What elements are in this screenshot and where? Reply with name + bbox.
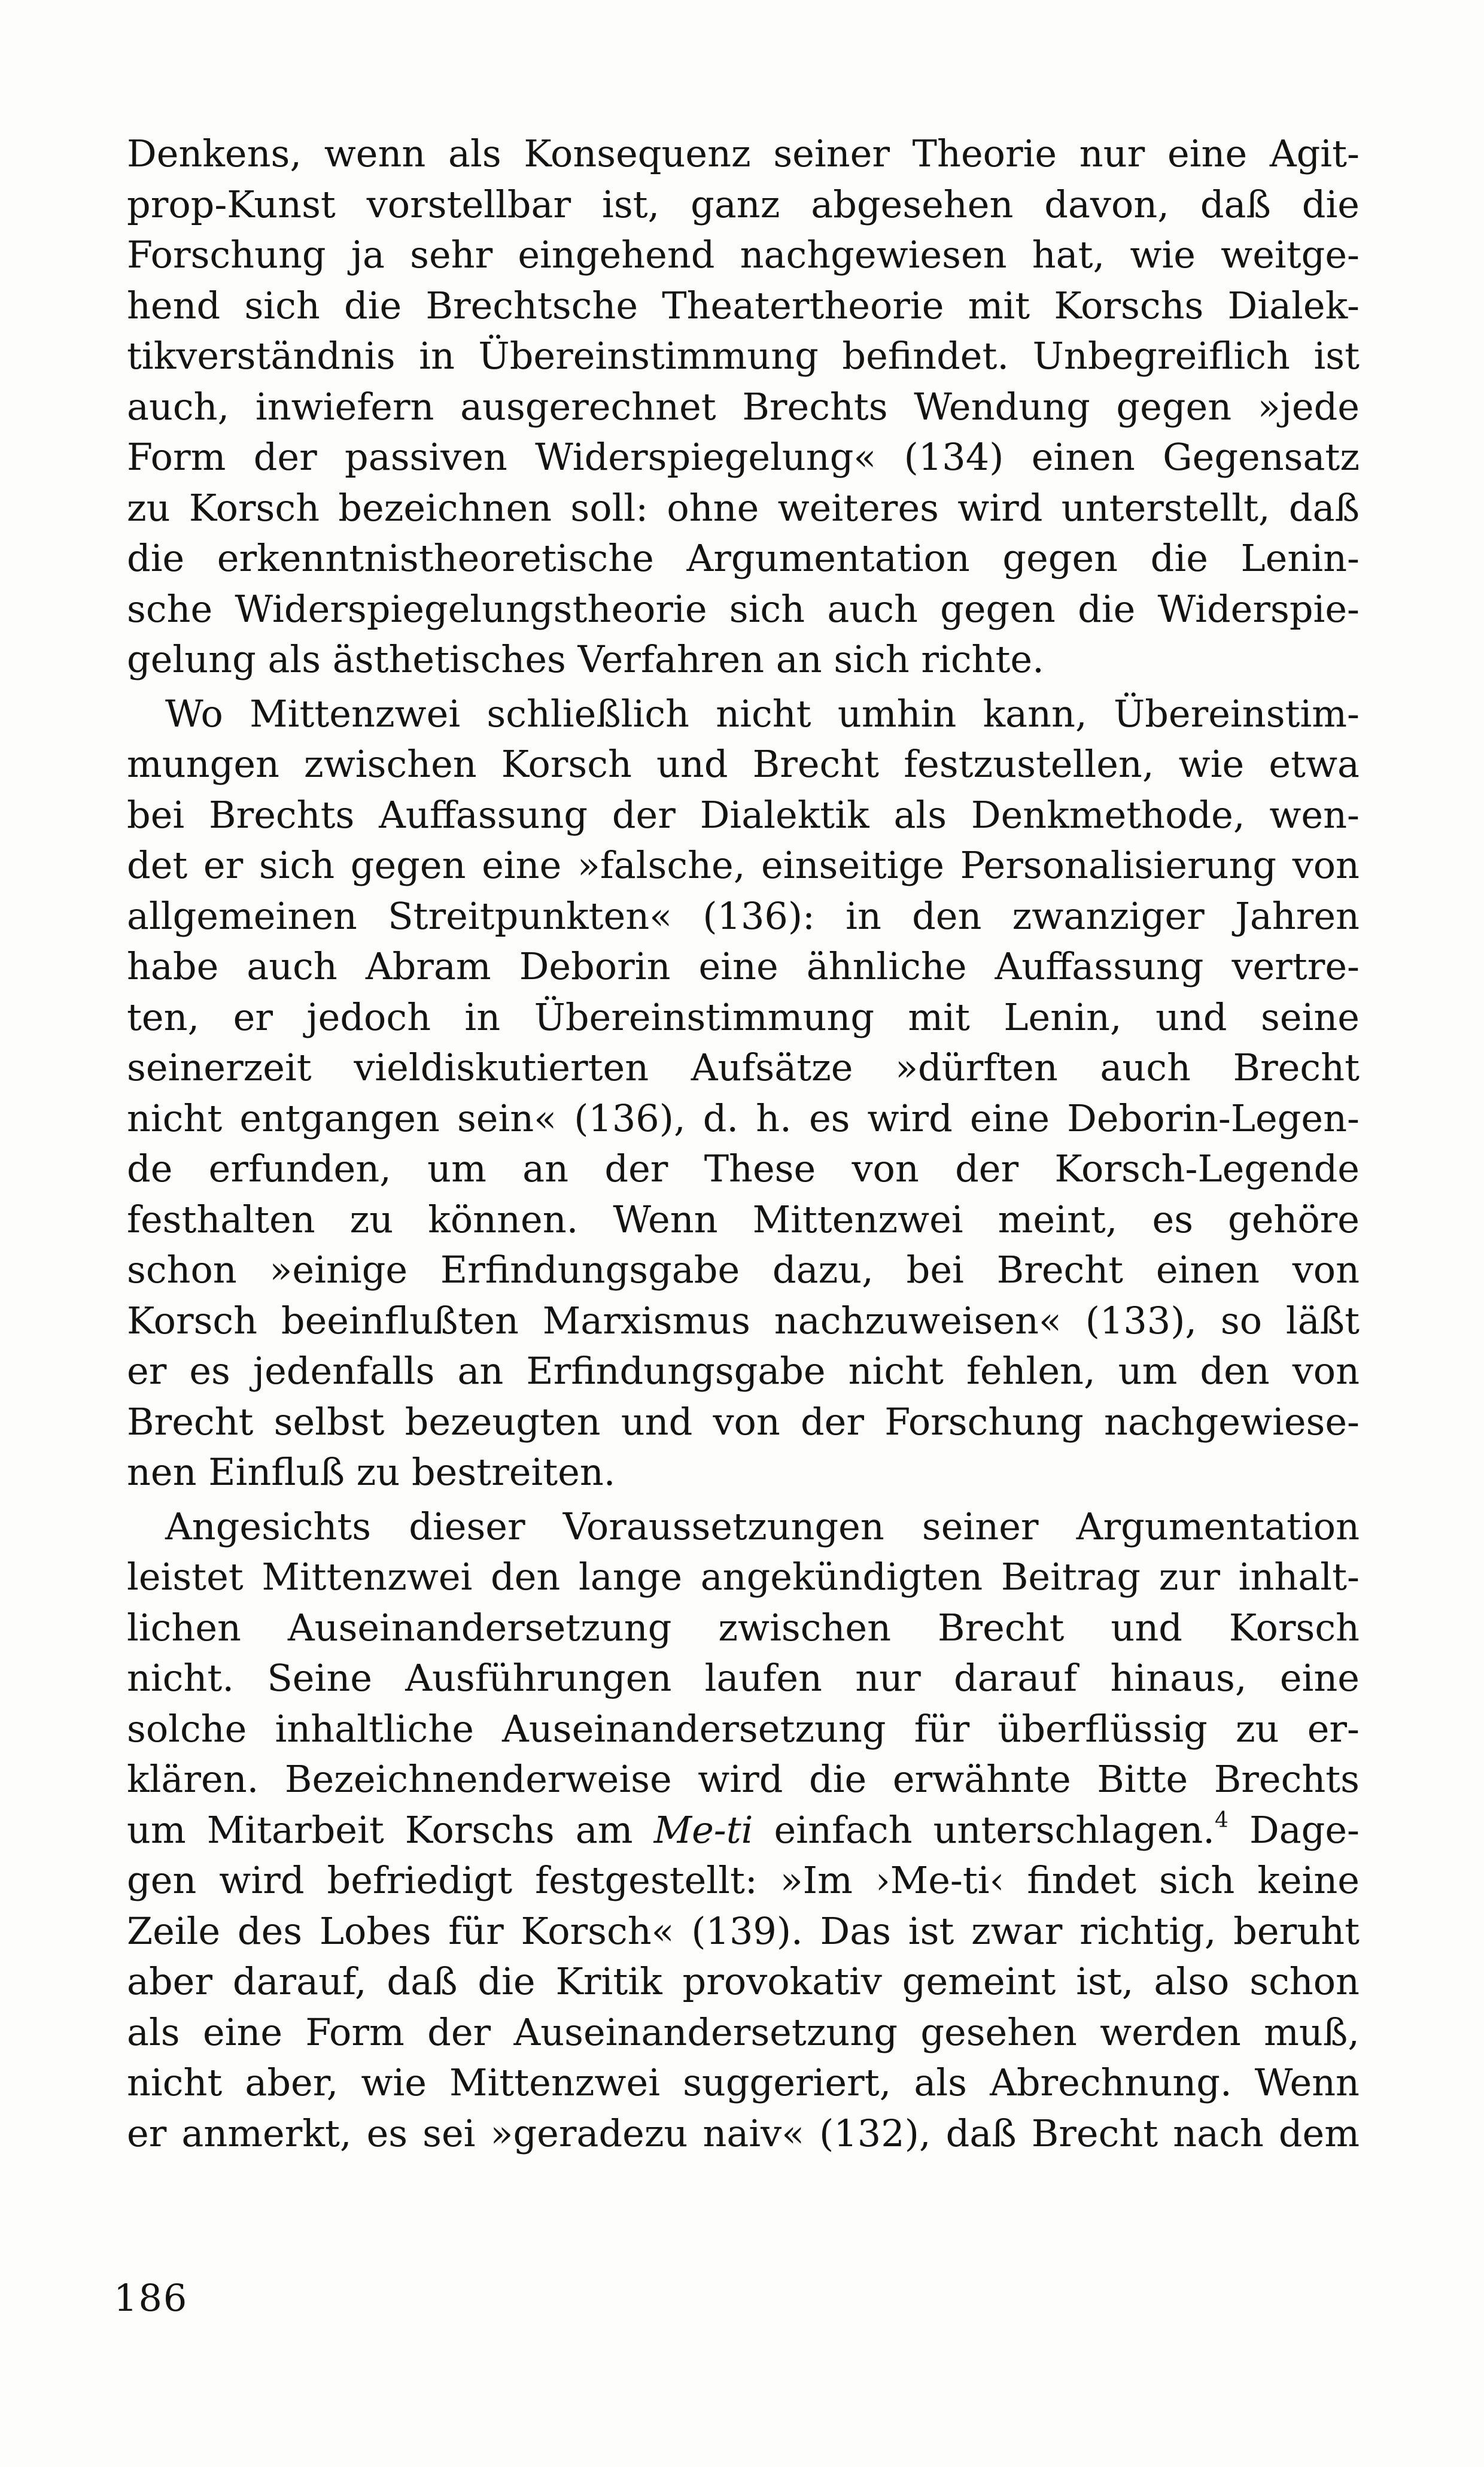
text-line: bei Brechts Auffassung der Dialektik als Denkmethode, wen- bbox=[127, 792, 1360, 837]
text-line: habe auch Abram Deborin eine ähnliche Auffassung vertre- bbox=[127, 944, 1360, 988]
text-line: die erkenntnistheoretische Argumentation gegen die Lenin- bbox=[127, 536, 1360, 580]
text-run: Dage- bbox=[1228, 1807, 1360, 1852]
text-line: de erfunden, um an der These von der Korsch-Legende bbox=[127, 1147, 1360, 1190]
text-line: tikverständnis in Übereinstimmung befindet. Unbegreiflich ist bbox=[127, 334, 1360, 378]
text-line-with-footnote bbox=[127, 1805, 1360, 1856]
text-line: zu Korsch bezeichnen soll: ohne weiteres wird unterstellt, daß bbox=[127, 485, 1360, 530]
paragraph-3 bbox=[127, 1502, 1360, 2159]
text-line: Angesichts dieser Voraussetzungen seiner Argumentation bbox=[165, 1504, 1360, 1548]
text-line: Korsch beeinflußten Marxismus nachzuweisen« (133), so läßt bbox=[127, 1298, 1360, 1342]
text-line: leistet Mittenzwei den lange angekündigten Beitrag zur inhalt- bbox=[127, 1555, 1360, 1599]
text-line: Form der passiven Widerspiegelung« (134) einen Gegensatz bbox=[127, 435, 1360, 479]
text-line: nicht entgangen sein« (136), d. h. es wird eine Deborin-Legen- bbox=[127, 1096, 1360, 1140]
text-line: prop-Kunst vorstellbar ist, ganz abgesehen davon, daß die bbox=[127, 182, 1360, 226]
text-line: festhalten zu können. Wenn Mittenzwei meint, es gehöre bbox=[127, 1197, 1360, 1241]
text-line: auch, inwiefern ausgerechnet Brechts Wendung gegen »jede bbox=[127, 384, 1360, 429]
text-line: Denkens, wenn als Konsequenz seiner Theorie nur eine Agit- bbox=[127, 132, 1360, 175]
text-line: hend sich die Brechtsche Theatertheorie mit Korschs Dialek- bbox=[127, 283, 1360, 327]
text-line: er anmerkt, es sei »geradezu naiv« (132), daß Brecht nach dem bbox=[127, 2111, 1360, 2155]
text-line: Forschung ja sehr eingehend nachgewiesen hat, wie weitge- bbox=[127, 233, 1360, 277]
text-line: gelung als ästhetisches Verfahren an sich richte. bbox=[127, 637, 1044, 681]
text-line: mungen zwischen Korsch und Brecht festzustellen, wie etwa bbox=[127, 742, 1360, 786]
page-number: 186 bbox=[114, 2276, 188, 2320]
text-run: einfach unterschlagen. bbox=[753, 1807, 1215, 1852]
paragraph-2 bbox=[127, 689, 1360, 1498]
text-line: lichen Auseinandersetzung zwischen Brecht und Korsch bbox=[127, 1605, 1360, 1649]
footnote-marker: 4 bbox=[1215, 1807, 1228, 1833]
text-line: schon »einige Erfindungsgabe dazu, bei Brecht einen von bbox=[127, 1248, 1360, 1292]
text-line: klären. Bezeichnenderweise wird die erwähnte Bitte Brechts bbox=[127, 1757, 1360, 1801]
italic-title-me-ti: Me-ti bbox=[653, 1807, 753, 1852]
text-line: ten, er jedoch in Übereinstimmung mit Lenin, und seine bbox=[127, 995, 1360, 1039]
text-line: Zeile des Lobes für Korsch« (139). Das ist zwar richtig, beruht bbox=[127, 1909, 1360, 1953]
text-line: nicht. Seine Ausführungen laufen nur darauf hinaus, eine bbox=[127, 1656, 1360, 1700]
text-line: als eine Form der Auseinandersetzung gesehen werden muß, bbox=[127, 2010, 1360, 2054]
body-text bbox=[127, 129, 1360, 2159]
text-run: um Mitarbeit Korschs am bbox=[127, 1807, 654, 1852]
text-line: gen wird befriedigt festgestellt: »Im ›Me-ti‹ findet sich keine bbox=[127, 1858, 1360, 1902]
text-line: Wo Mittenzwei schließlich nicht umhin kann, Übereinstim- bbox=[165, 691, 1360, 736]
text-line: aber darauf, daß die Kritik provokativ gemeint ist, also schon bbox=[127, 1959, 1360, 2003]
text-line: sche Widerspiegelungstheorie sich auch gegen die Widerspie- bbox=[127, 587, 1360, 631]
text-line: Brecht selbst bezeugten und von der Forschung nachgewiese- bbox=[127, 1399, 1360, 1444]
text-line: solche inhaltliche Auseinandersetzung für überflüssig zu er- bbox=[127, 1706, 1360, 1751]
paragraph-1 bbox=[127, 129, 1360, 685]
text-line: seinerzeit vieldiskutierten Aufsätze »dürften auch Brecht bbox=[127, 1046, 1360, 1089]
text-line: allgemeinen Streitpunkten« (136): in den zwanziger Jahren bbox=[127, 894, 1360, 938]
text-line: nicht aber, wie Mittenzwei suggeriert, als Abrechnung. Wenn bbox=[127, 2061, 1360, 2104]
text-line: nen Einfluß zu bestreiten. bbox=[127, 1450, 616, 1494]
text-line: det er sich gegen eine »falsche, einseitige Personalisierung von bbox=[127, 843, 1360, 887]
text-line: er es jedenfalls an Erfindungsgabe nicht fehlen, um den von bbox=[127, 1349, 1360, 1393]
